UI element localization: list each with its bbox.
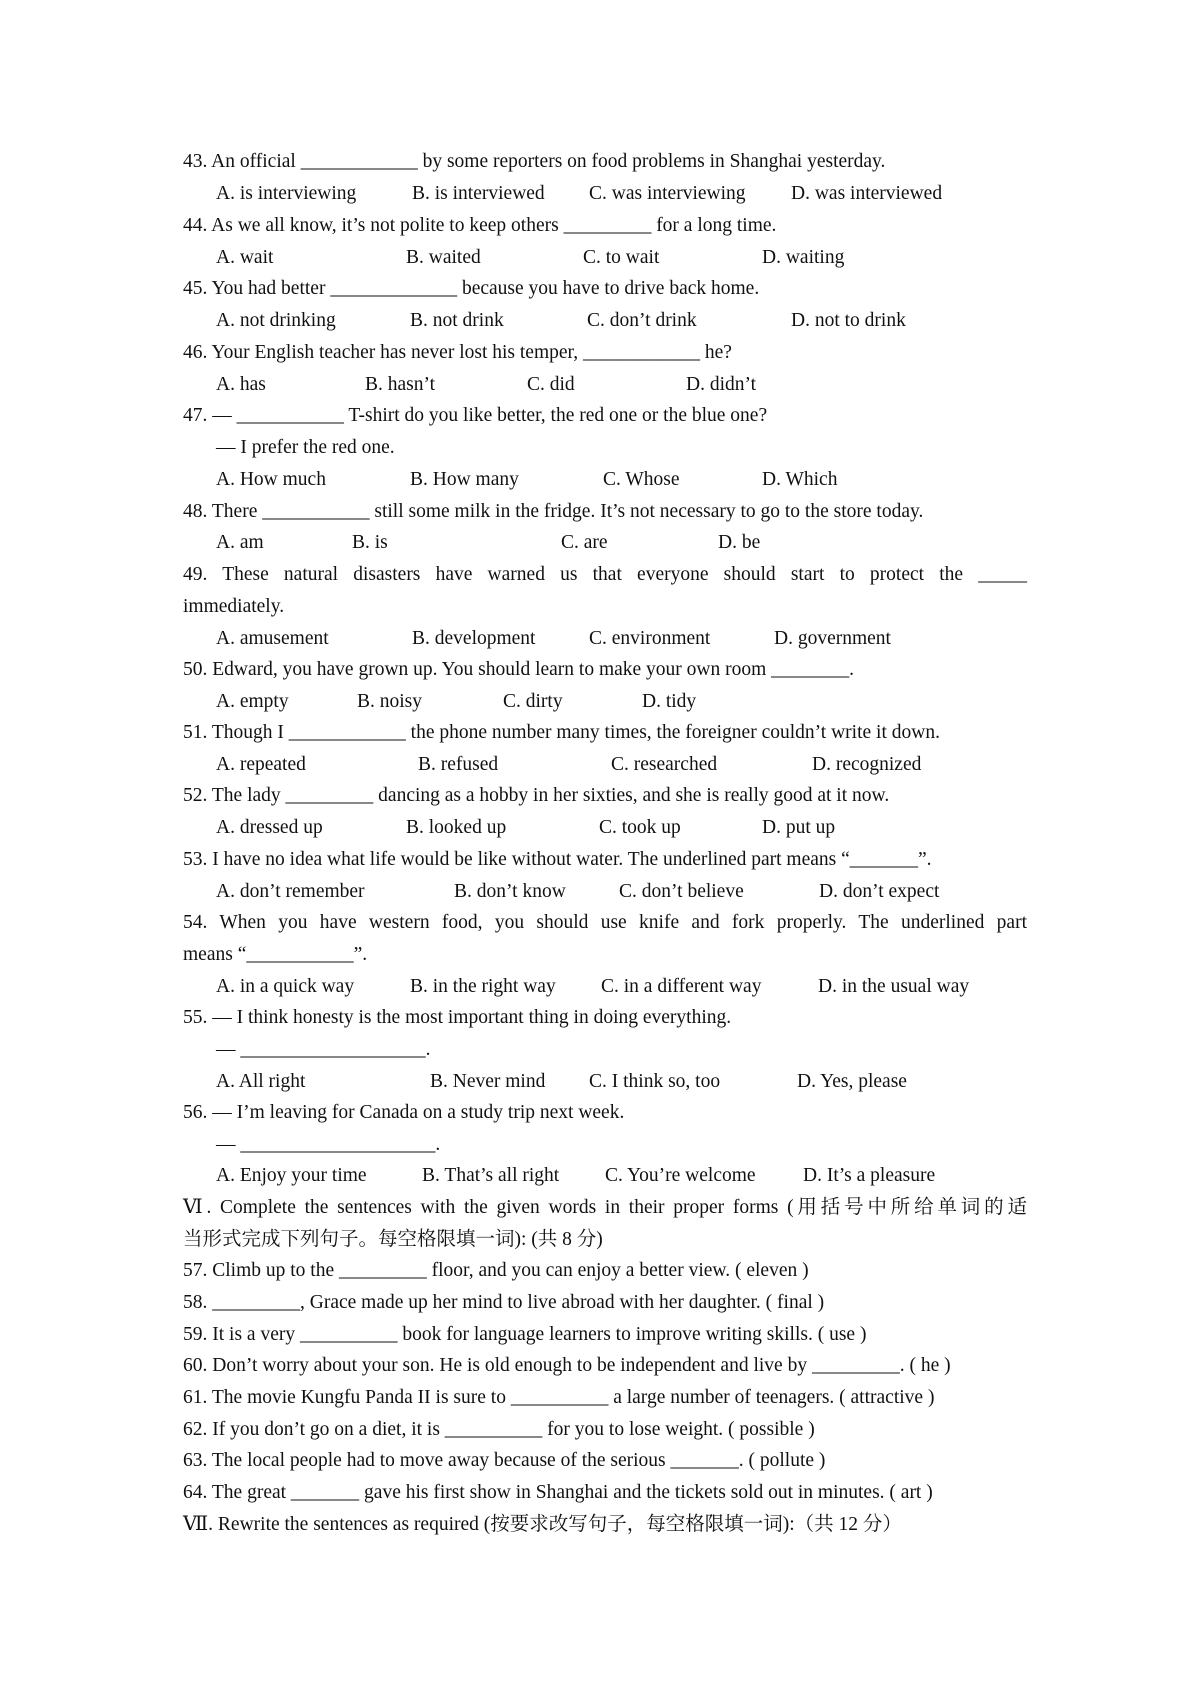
question-47-stem: 47. — ___________ T-shirt do you like better, the red one or the blue one? xyxy=(183,405,768,426)
question-56-option-a: A. Enjoy your time xyxy=(216,1165,367,1186)
question-59: 59. It is a very __________ book for language learners to improve writing skills. ( use ) xyxy=(183,1324,867,1345)
question-56-reply: — ____________________. xyxy=(216,1134,441,1155)
question-47-option-d: D. Which xyxy=(762,469,838,490)
question-47-option-b: B. How many xyxy=(410,469,519,490)
question-49-option-a: A. amusement xyxy=(216,628,329,649)
question-47-option-a: A. How much xyxy=(216,469,326,490)
question-48-option-b: B. is xyxy=(352,532,388,553)
question-55-reply: — ___________________. xyxy=(216,1039,431,1060)
question-56-stem: 56. — I’m leaving for Canada on a study trip next week. xyxy=(183,1102,625,1123)
question-43-option-c: C. was interviewing xyxy=(589,183,746,204)
question-57: 57. Climb up to the _________ floor, and you can enjoy a better view. ( eleven ) xyxy=(183,1260,809,1281)
question-51-option-d: D. recognized xyxy=(812,754,922,775)
question-58: 58. _________, Grace made up her mind to live abroad with her daughter. ( final ) xyxy=(183,1292,825,1313)
question-53-stem: 53. I have no idea what life would be like without water. The underlined part means “_______”. xyxy=(183,849,932,870)
question-45-option-c: C. don’t drink xyxy=(587,310,697,331)
section-6-heading: Ⅵ. Complete the sentences with the given words in their proper forms (用括号中所给单词的适 xyxy=(183,1197,1027,1218)
question-45-stem: 45. You had better _____________ because you have to drive back home. xyxy=(183,278,760,299)
question-63: 63. The local people had to move away because of the serious _______. ( pollute ) xyxy=(183,1450,826,1471)
question-55-option-c: C. I think so, too xyxy=(589,1071,721,1092)
question-50-option-d: D. tidy xyxy=(642,691,697,712)
question-43-option-a: A. is interviewing xyxy=(216,183,357,204)
question-52-stem: 52. The lady _________ dancing as a hobby in her sixties, and she is really good at it now. xyxy=(183,785,890,806)
question-43-option-d: D. was interviewed xyxy=(791,183,943,204)
question-44-option-c: C. to wait xyxy=(583,247,660,268)
question-62: 62. If you don’t go on a diet, it is __________ for you to lose weight. ( possible ) xyxy=(183,1419,815,1440)
section-6-heading-continued: 当形式完成下列句子。每空格限填一词): (共 8 分) xyxy=(183,1229,603,1250)
question-46-option-c: C. did xyxy=(527,374,575,395)
question-53-option-a: A. don’t remember xyxy=(216,881,365,902)
question-55-stem: 55. — I think honesty is the most important thing in doing everything. xyxy=(183,1007,732,1028)
question-55-option-a: A. All right xyxy=(216,1071,306,1092)
question-56-option-d: D. It’s a pleasure xyxy=(803,1165,936,1186)
question-50-option-c: C. dirty xyxy=(503,691,563,712)
question-52-option-b: B. looked up xyxy=(406,817,507,838)
question-51-option-a: A. repeated xyxy=(216,754,306,775)
question-54-stem-continued: means “___________”. xyxy=(183,944,368,965)
question-51-option-c: C. researched xyxy=(611,754,718,775)
question-51-option-b: B. refused xyxy=(418,754,499,775)
question-55-option-b: B. Never mind xyxy=(430,1071,546,1092)
question-49-option-b: B. development xyxy=(412,628,536,649)
question-45-option-d: D. not to drink xyxy=(791,310,906,331)
question-46-option-b: B. hasn’t xyxy=(365,374,436,395)
question-52-option-d: D. put up xyxy=(762,817,836,838)
question-50-option-b: B. noisy xyxy=(357,691,423,712)
question-46-option-a: A. has xyxy=(216,374,266,395)
question-46-stem: 46. Your English teacher has never lost his temper, ____________ he? xyxy=(183,342,732,363)
question-49-option-c: C. environment xyxy=(589,628,711,649)
question-60: 60. Don’t worry about your son. He is old enough to be independent and live by _________. ( he ) xyxy=(183,1355,951,1376)
question-50-option-a: A. empty xyxy=(216,691,289,712)
question-44-option-a: A. wait xyxy=(216,247,274,268)
question-44-option-d: D. waiting xyxy=(762,247,845,268)
question-45-option-a: A. not drinking xyxy=(216,310,336,331)
question-61: 61. The movie Kungfu Panda II is sure to __________ a large number of teenagers. ( attractive ) xyxy=(183,1387,935,1408)
question-54-option-b: B. in the right way xyxy=(410,976,556,997)
question-48-option-d: D. be xyxy=(718,532,761,553)
question-50-stem: 50. Edward, you have grown up. You should learn to make your own room ________. xyxy=(183,659,855,680)
question-49-stem: 49. These natural disasters have warned us that everyone should start to protect the _____ xyxy=(183,564,1027,585)
question-48-option-a: A. am xyxy=(216,532,264,553)
question-54-option-a: A. in a quick way xyxy=(216,976,355,997)
question-52-option-a: A. dressed up xyxy=(216,817,323,838)
question-49-option-d: D. government xyxy=(774,628,891,649)
section-7-heading: Ⅶ. Rewrite the sentences as required (按要求改写句子，每空格限填一词):（共 12 分） xyxy=(183,1514,902,1535)
question-49-stem-continued: immediately. xyxy=(183,596,285,617)
question-47-option-c: C. Whose xyxy=(603,469,680,490)
question-54-option-c: C. in a different way xyxy=(601,976,762,997)
question-48-stem: 48. There ___________ still some milk in the fridge. It’s not necessary to go to the store today. xyxy=(183,501,924,522)
question-47-reply: — I prefer the red one. xyxy=(216,437,395,458)
question-54-stem: 54. When you have western food, you should use knife and fork properly. The underlined part xyxy=(183,912,1027,933)
question-53-option-c: C. don’t believe xyxy=(619,881,744,902)
question-51-stem: 51. Though I ____________ the phone number many times, the foreigner couldn’t write it down. xyxy=(183,722,940,743)
question-46-option-d: D. didn’t xyxy=(686,374,757,395)
question-54-option-d: D. in the usual way xyxy=(818,976,970,997)
question-48-option-c: C. are xyxy=(561,532,608,553)
question-43-stem: 43. An official ____________ by some reporters on food problems in Shanghai yesterday. xyxy=(183,151,886,172)
question-44-stem: 44. As we all know, it’s not polite to keep others _________ for a long time. xyxy=(183,215,777,236)
question-52-option-c: C. took up xyxy=(599,817,681,838)
question-55-option-d: D. Yes, please xyxy=(797,1071,907,1092)
question-56-option-b: B. That’s all right xyxy=(422,1165,560,1186)
question-44-option-b: B. waited xyxy=(406,247,481,268)
question-64: 64. The great _______ gave his first show in Shanghai and the tickets sold out in minutes. ( art ) xyxy=(183,1482,933,1503)
question-56-option-c: C. You’re welcome xyxy=(605,1165,756,1186)
question-53-option-d: D. don’t expect xyxy=(819,881,940,902)
question-43-option-b: B. is interviewed xyxy=(412,183,545,204)
question-53-option-b: B. don’t know xyxy=(454,881,566,902)
question-45-option-b: B. not drink xyxy=(410,310,504,331)
